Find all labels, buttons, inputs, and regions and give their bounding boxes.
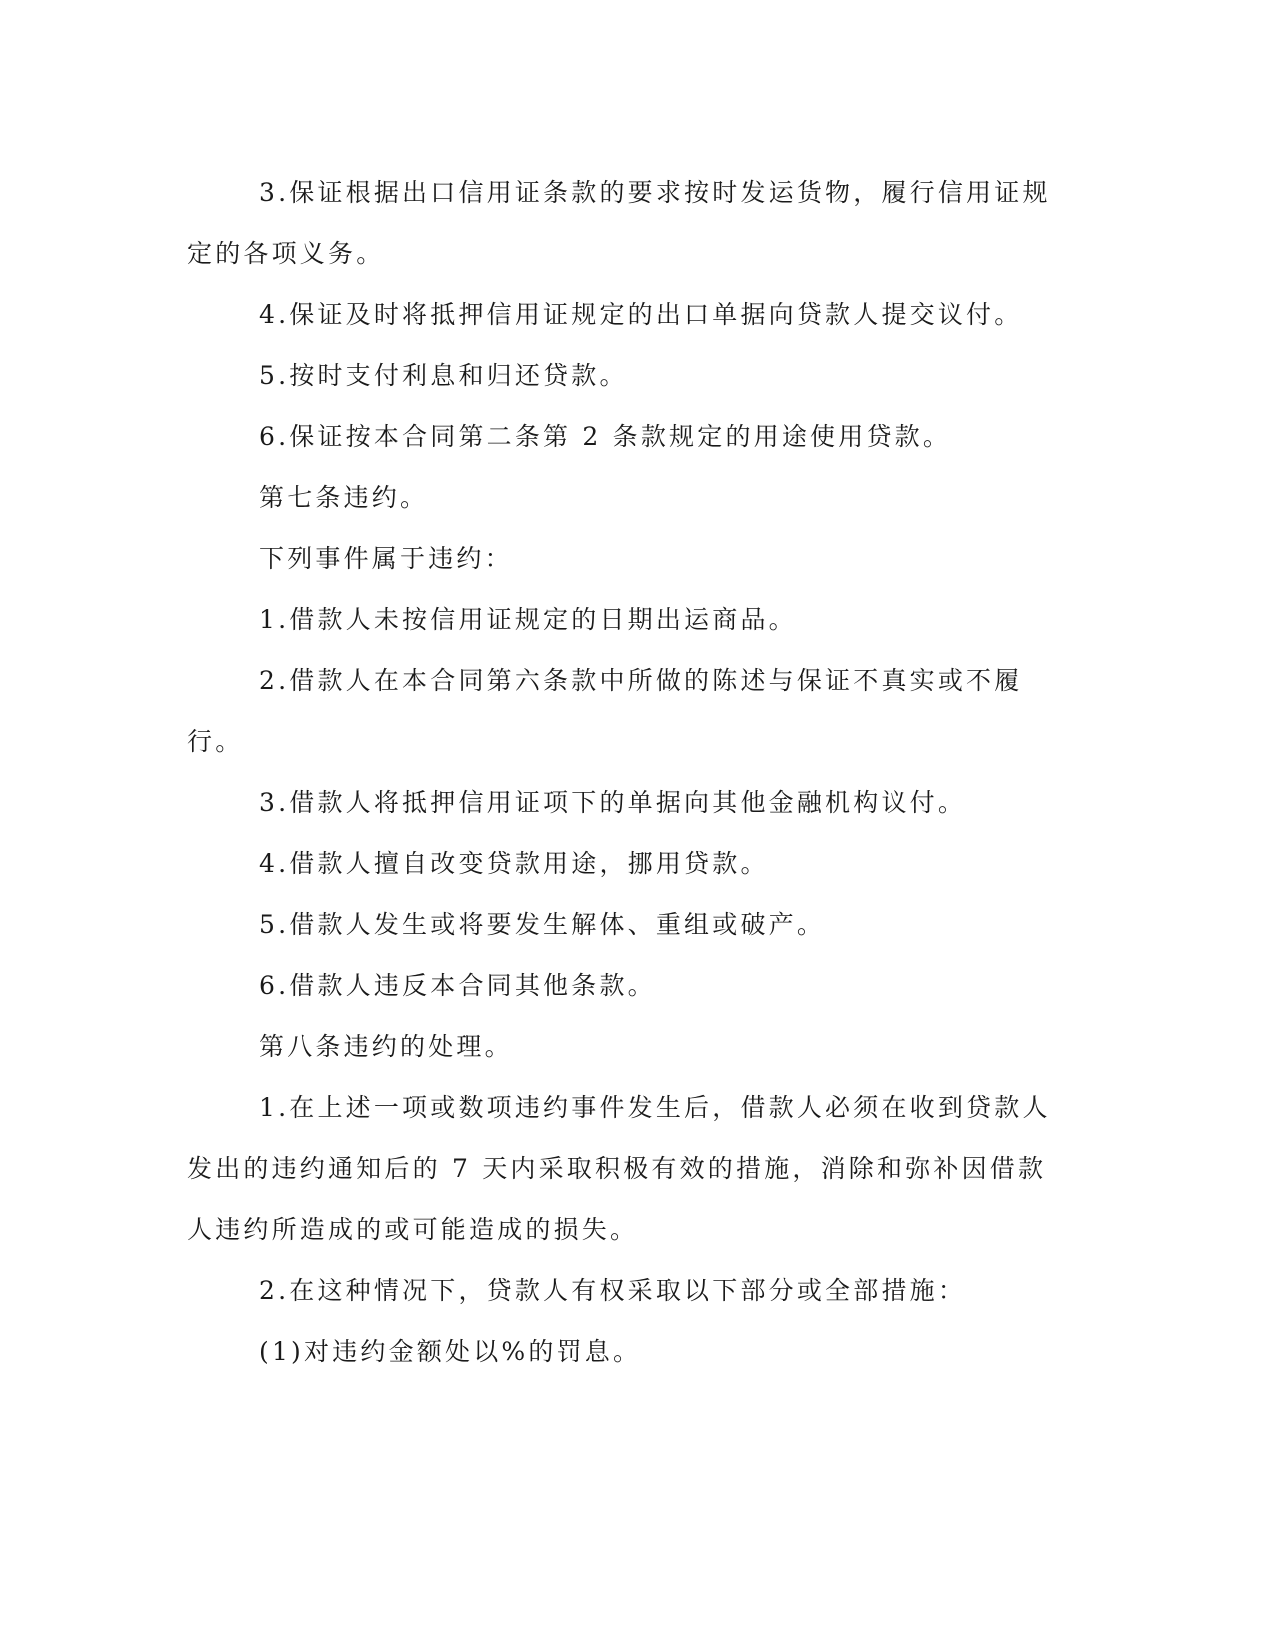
- paragraph: 2.在这种情况下，贷款人有权采取以下部分或全部措施：: [259, 1276, 967, 1305]
- paragraph: 3.保证根据出口信用证条款的要求按时发运货物，履行信用证规定的各项义务。: [187, 178, 1051, 268]
- paragraph: (1)对违约金额处以%的罚息。: [259, 1337, 642, 1366]
- paragraph: 6.借款人违反本合同其他条款。: [259, 971, 656, 1000]
- paragraph: 5.按时支付利息和归还贷款。: [259, 361, 628, 390]
- paragraph: 4.保证及时将抵押信用证规定的出口单据向贷款人提交议付。: [259, 300, 1023, 329]
- paragraph: 下列事件属于违约：: [259, 544, 513, 573]
- paragraph: 6.保证按本合同第二条第 2 条款规定的用途使用贷款。: [259, 422, 952, 451]
- section-heading: 第八条违约的处理。: [259, 1032, 513, 1061]
- paragraph: 5.借款人发生或将要发生解体、重组或破产。: [259, 910, 826, 939]
- section-heading: 第七条违约。: [259, 483, 429, 512]
- paragraph: 1.借款人未按信用证规定的日期出运商品。: [259, 605, 797, 634]
- paragraph: 2.借款人在本合同第六条款中所做的陈述与保证不真实或不履行。: [187, 666, 1023, 756]
- paragraph: 4.借款人擅自改变贷款用途，挪用贷款。: [259, 849, 769, 878]
- paragraph: 1.在上述一项或数项违约事件发生后，借款人必须在收到贷款人发出的违约通知后的 7 天内采取积极有效的措施，消除和弥补因借款人违约所造成的或可能造成的损失。: [187, 1093, 1051, 1244]
- document-body: [187, 162, 1067, 1382]
- paragraph: 3.借款人将抵押信用证项下的单据向其他金融机构议付。: [259, 788, 967, 817]
